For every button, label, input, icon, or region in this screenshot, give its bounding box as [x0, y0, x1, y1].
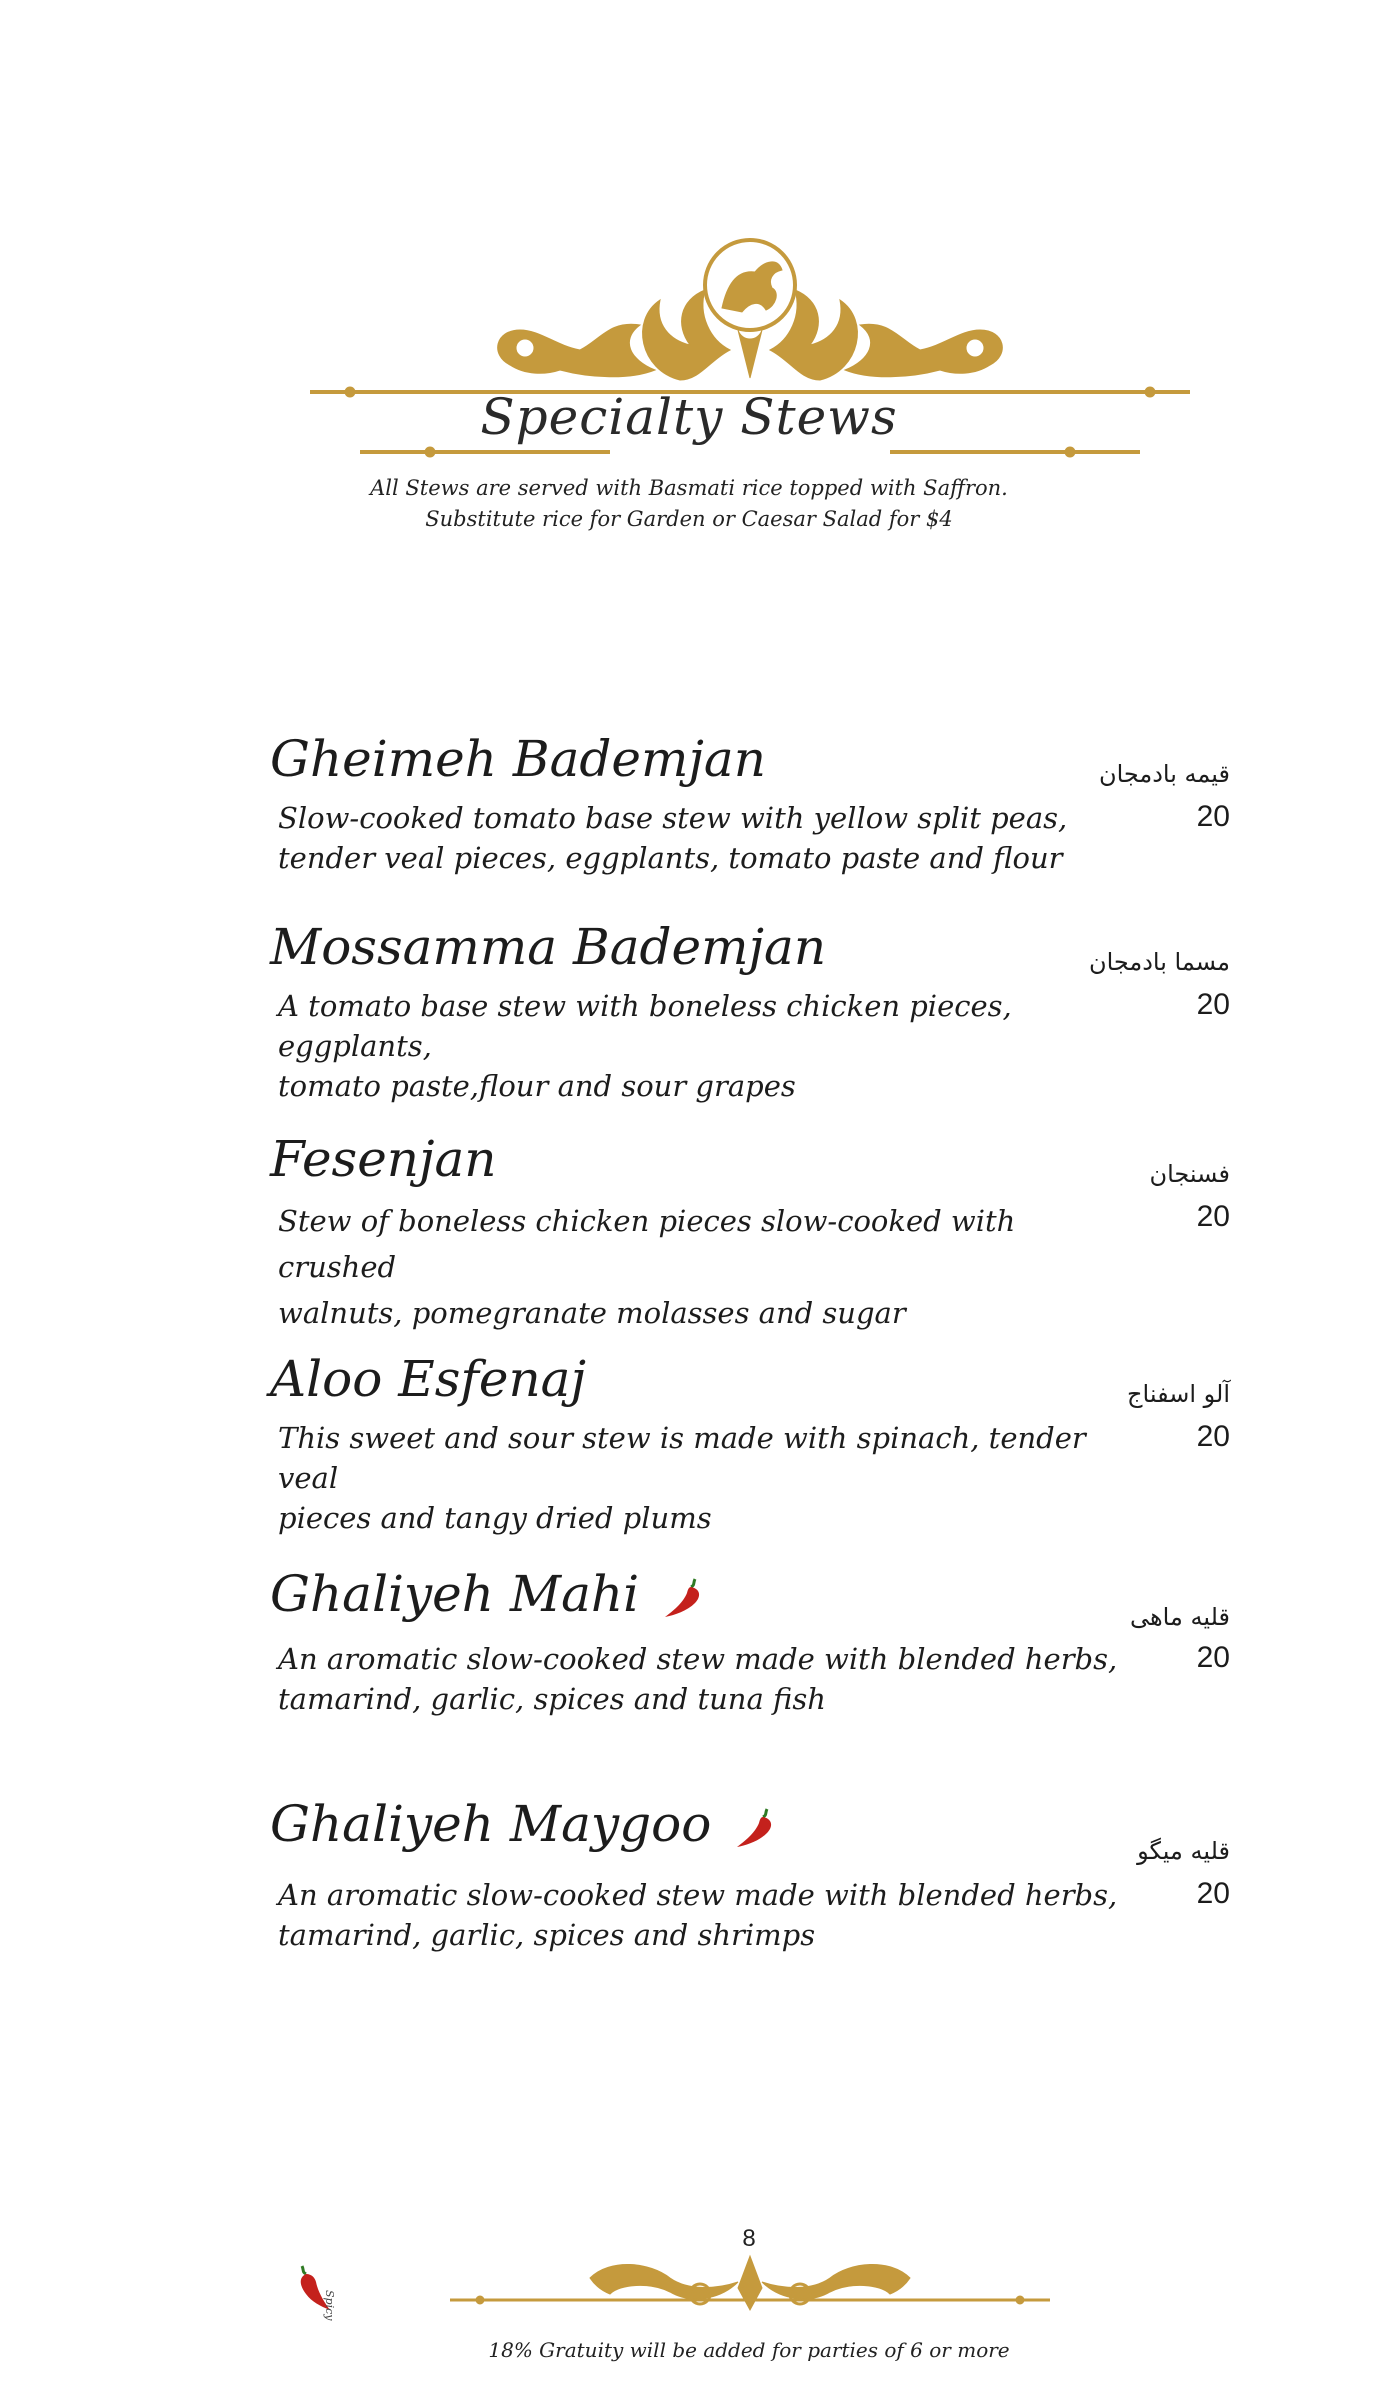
gratuity-note: 18% Gratuity will be added for parties of 6 or more	[488, 2338, 1010, 2362]
intro-line-1: All Stews are served with Basmati rice topped with Saffron.	[370, 476, 1008, 500]
item-desc-line-1: An aromatic slow-cooked stew made with blended herbs,	[278, 1878, 1118, 1912]
menu-item-gheimeh-bademjan	[270, 730, 1230, 880]
menu-item-mossamma-bademjan	[270, 918, 1230, 1103]
item-desc-line-1: Stew of boneless chicken pieces slow-cooked with crushed	[278, 1204, 1016, 1284]
item-desc-line-1: This sweet and sour stew is made with spinach, tender veal	[278, 1421, 1086, 1495]
item-price: 20	[1196, 800, 1230, 833]
item-farsi-name: قیمه بادمجان	[1098, 760, 1230, 788]
chili-pepper-icon	[661, 1575, 705, 1621]
item-farsi-name: آلو اسفناج	[1127, 1380, 1230, 1408]
item-name: Aloo Esfenaj	[270, 1350, 586, 1408]
item-farsi-name: قلیه ماهی	[1130, 1603, 1230, 1631]
item-desc-line-2: tamarind, garlic, spices and tuna fish	[278, 1682, 826, 1716]
item-description	[278, 798, 1138, 878]
item-farsi-name: فسنجان	[1149, 1160, 1230, 1188]
item-desc-line-2: tamarind, garlic, spices and shrimps	[278, 1918, 816, 1952]
item-name	[270, 1795, 777, 1853]
section-title: Specialty Stews	[480, 388, 898, 446]
item-name	[270, 1565, 705, 1623]
item-name: Mossamma Bademjan	[270, 918, 827, 976]
menu-item-fesenjan	[270, 1130, 1230, 1330]
item-price: 20	[1196, 1877, 1230, 1910]
item-farsi-name: قلیه میگو	[1137, 1837, 1230, 1865]
item-desc-line-1: An aromatic slow-cooked stew made with blended herbs,	[278, 1642, 1118, 1676]
item-description	[278, 1418, 1138, 1538]
item-description	[278, 986, 1138, 1106]
item-name: Gheimeh Bademjan	[270, 730, 766, 788]
item-description	[278, 1875, 1138, 1955]
menu-item-ghaliyeh-mahi	[270, 1565, 1230, 1715]
item-price: 20	[1196, 1200, 1230, 1233]
page-number: 8	[742, 2225, 756, 2252]
item-farsi-name: مسما بادمجان	[1088, 948, 1230, 976]
item-desc-line-2: walnuts, pomegranate molasses and sugar	[278, 1296, 906, 1330]
section-intro	[0, 473, 1378, 535]
item-description	[278, 1639, 1138, 1719]
item-desc-line-1: A tomato base stew with boneless chicken pieces, eggplants,	[278, 989, 1012, 1063]
menu-item-ghaliyeh-maygoo	[270, 1795, 1230, 1952]
item-price: 20	[1196, 988, 1230, 1021]
footer-ornament-icon	[450, 2248, 1050, 2318]
intro-line-2: Substitute rice for Garden or Caesar Salad for $4	[425, 507, 953, 531]
item-desc-line-1: Slow-cooked tomato base stew with yellow split peas,	[278, 801, 1068, 835]
item-name-text: Ghaliyeh Maygoo	[270, 1795, 712, 1853]
menu-item-aloo-esfenaj	[270, 1350, 1230, 1535]
item-desc-line-2: tomato paste,flour and sour grapes	[278, 1069, 796, 1103]
item-desc-line-2: tender veal pieces, eggplants, tomato paste and flour	[278, 841, 1063, 875]
item-description	[278, 1198, 1138, 1336]
chili-pepper-icon	[733, 1805, 777, 1851]
spicy-legend-label: Spicy	[323, 2290, 336, 2321]
item-price: 20	[1196, 1420, 1230, 1453]
item-desc-line-2: pieces and tangy dried plums	[278, 1501, 712, 1535]
item-name: Fesenjan	[270, 1130, 497, 1188]
item-name-text: Ghaliyeh Mahi	[270, 1565, 640, 1623]
item-price: 20	[1196, 1641, 1230, 1674]
